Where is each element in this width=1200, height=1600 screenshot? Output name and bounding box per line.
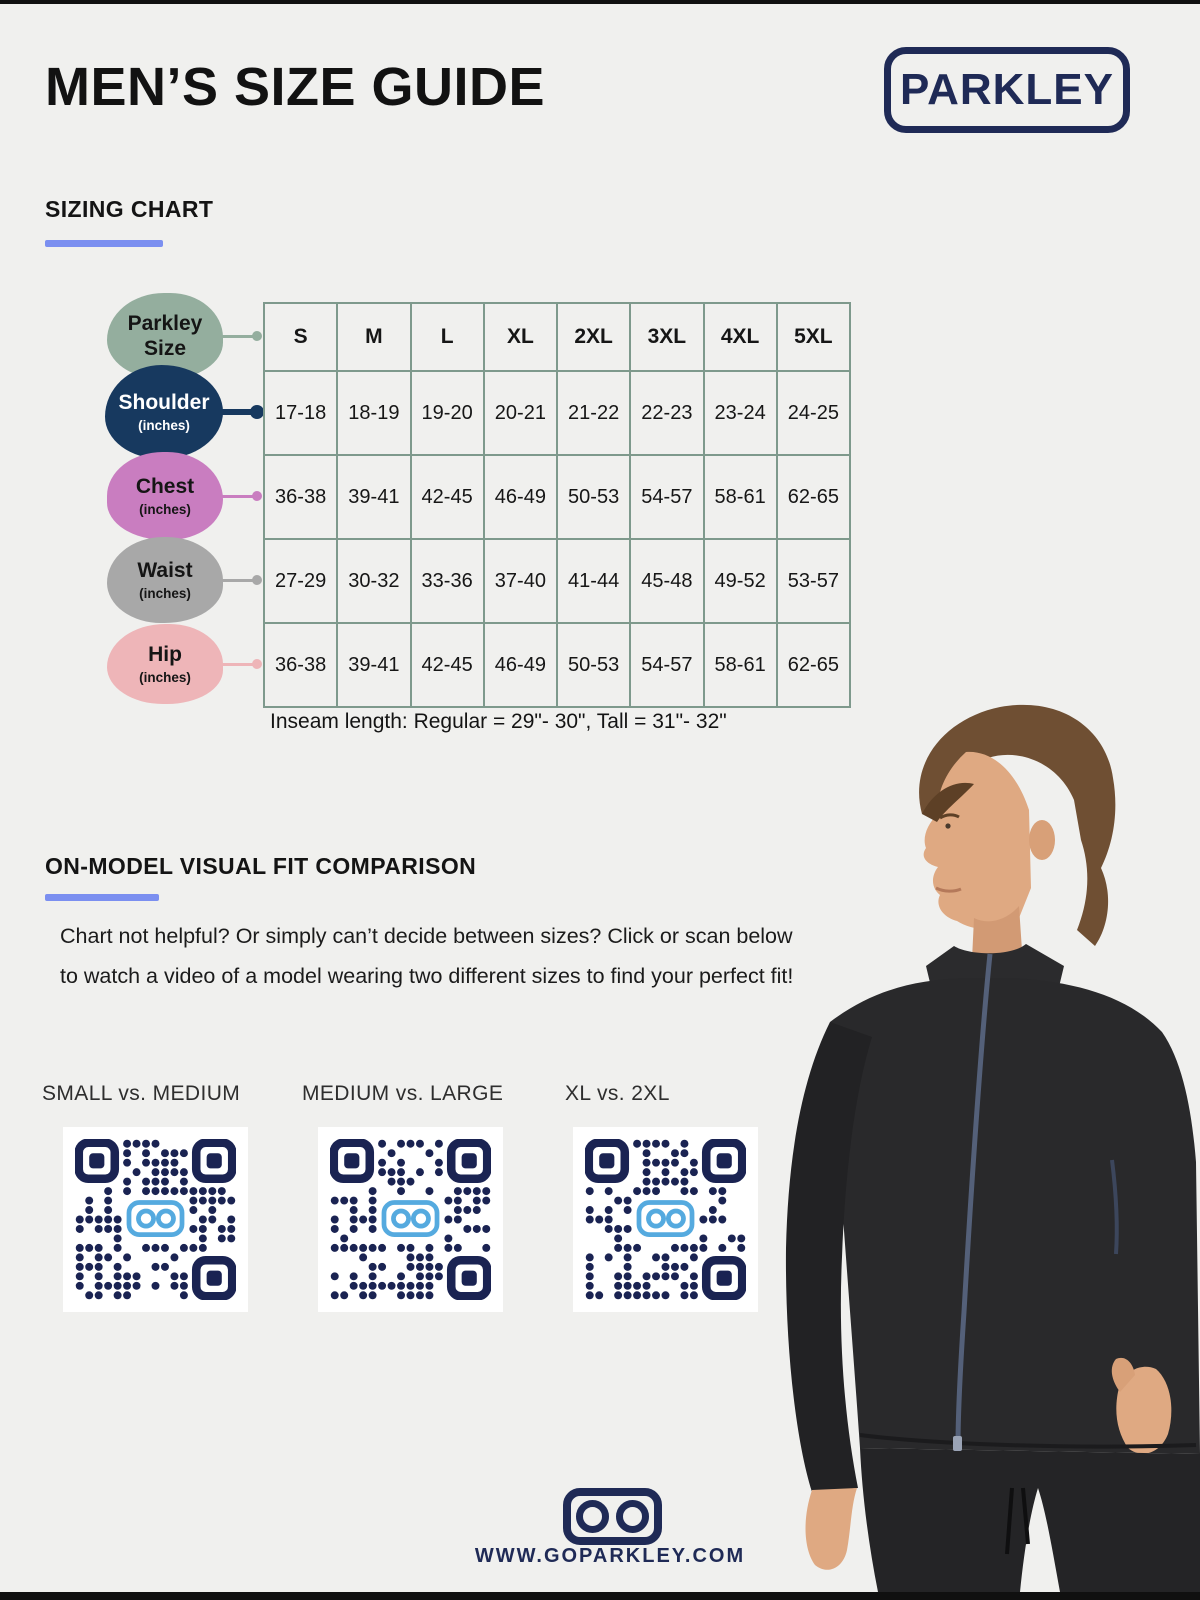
table-cell-shoulder: 18-19 [337, 371, 410, 455]
table-cell-chest: 62-65 [777, 455, 850, 539]
qr-code-small-vs-medium[interactable] [63, 1127, 248, 1312]
connector-dot [252, 575, 262, 585]
table-cell-hip: 42-45 [411, 623, 484, 707]
table-cell-waist: 41-44 [557, 539, 630, 623]
row-label-shoulder [105, 365, 223, 459]
size-column-header: 3XL [630, 303, 703, 371]
size-column-header: 5XL [777, 303, 850, 371]
model-photo [760, 692, 1200, 1592]
table-cell-shoulder: 22-23 [630, 371, 703, 455]
row-label-chest [107, 452, 223, 540]
qr-code-medium-vs-large[interactable] [318, 1127, 503, 1312]
row-label-hip [107, 624, 223, 704]
size-column-header: 2XL [557, 303, 630, 371]
row-label-text: Parkley [127, 311, 203, 335]
size-column-header: M [337, 303, 410, 371]
table-cell-hip: 58-61 [704, 623, 777, 707]
size-column-header: L [411, 303, 484, 371]
row-label-subtext: (inches) [139, 669, 191, 685]
row-label-text: Waist [137, 559, 193, 583]
row-label-text: Shoulder [118, 391, 210, 415]
fit-comparison-heading: ON-MODEL VISUAL FIT COMPARISON [45, 853, 477, 879]
size-column-header: S [264, 303, 337, 371]
qr-label-medium-large: MEDIUM vs. LARGE [302, 1082, 504, 1105]
table-cell-chest: 46-49 [484, 455, 557, 539]
row-label-subtext: (inches) [139, 501, 191, 517]
top-border-bar [0, 0, 1200, 4]
table-cell-shoulder: 17-18 [264, 371, 337, 455]
table-cell-hip: 50-53 [557, 623, 630, 707]
table-cell-hip: 54-57 [630, 623, 703, 707]
connector-dot [252, 659, 262, 669]
accent-underline [45, 240, 163, 247]
row-label-subtext: (inches) [139, 585, 191, 601]
fit-comparison-text: Chart not helpful? Or simply can’t decide between sizes? Click or scan below to watch a video of a model wearing two different sizes to find your perfect fit! [60, 924, 794, 988]
row-label-text: Hip [148, 643, 182, 667]
bottom-border-bar [0, 1592, 1200, 1600]
table-cell-hip: 36-38 [264, 623, 337, 707]
size-column-header: XL [484, 303, 557, 371]
row-label-waist [107, 537, 223, 623]
table-cell-waist: 49-52 [704, 539, 777, 623]
table-cell-hip: 39-41 [337, 623, 410, 707]
row-label-text: Size [143, 337, 187, 360]
table-cell-shoulder: 20-21 [484, 371, 557, 455]
connector-dot [252, 491, 262, 501]
qr-code-xl-vs-2xl[interactable] [573, 1127, 758, 1312]
sizing-chart-heading: SIZING CHART [45, 196, 214, 222]
table-cell-hip: 46-49 [484, 623, 557, 707]
table-cell-chest: 50-53 [557, 455, 630, 539]
inseam-note: Inseam length: Regular = 29"- 30", Tall = 31"- 32" [270, 710, 727, 733]
website-url: WWW.GOPARKLEY.COM [474, 1545, 746, 1567]
table-cell-waist: 53-57 [777, 539, 850, 623]
table-cell-chest: 36-38 [264, 455, 337, 539]
connector-dot [252, 331, 262, 341]
table-cell-waist: 37-40 [484, 539, 557, 623]
table-cell-chest: 42-45 [411, 455, 484, 539]
table-cell-hip: 62-65 [777, 623, 850, 707]
brand-goggles-icon [563, 1488, 662, 1545]
brand-logo-text: PARKLEY [900, 65, 1114, 114]
table-cell-chest: 54-57 [630, 455, 703, 539]
brand-logo [884, 47, 1130, 133]
goggles-right-lens [616, 1500, 649, 1533]
table-cell-shoulder: 23-24 [704, 371, 777, 455]
table-cell-shoulder: 19-20 [411, 371, 484, 455]
connector-dot [250, 405, 264, 419]
accent-underline [45, 894, 159, 901]
size-column-header: 4XL [704, 303, 777, 371]
qr-label-xl-2xl: XL vs. 2XL [565, 1082, 670, 1105]
table-cell-waist: 33-36 [411, 539, 484, 623]
qr-label-small-medium: SMALL vs. MEDIUM [42, 1082, 241, 1105]
table-cell-shoulder: 24-25 [777, 371, 850, 455]
goggles-left-lens [576, 1500, 609, 1533]
table-cell-shoulder: 21-22 [557, 371, 630, 455]
table-cell-waist: 30-32 [337, 539, 410, 623]
row-label-subtext: (inches) [138, 417, 190, 433]
table-cell-chest: 58-61 [704, 455, 777, 539]
page-title: MEN’S SIZE GUIDE [45, 57, 546, 117]
table-cell-waist: 27-29 [264, 539, 337, 623]
table-cell-waist: 45-48 [630, 539, 703, 623]
row-label-text: Chest [135, 475, 195, 499]
table-cell-chest: 39-41 [337, 455, 410, 539]
sizing-table [263, 302, 851, 708]
